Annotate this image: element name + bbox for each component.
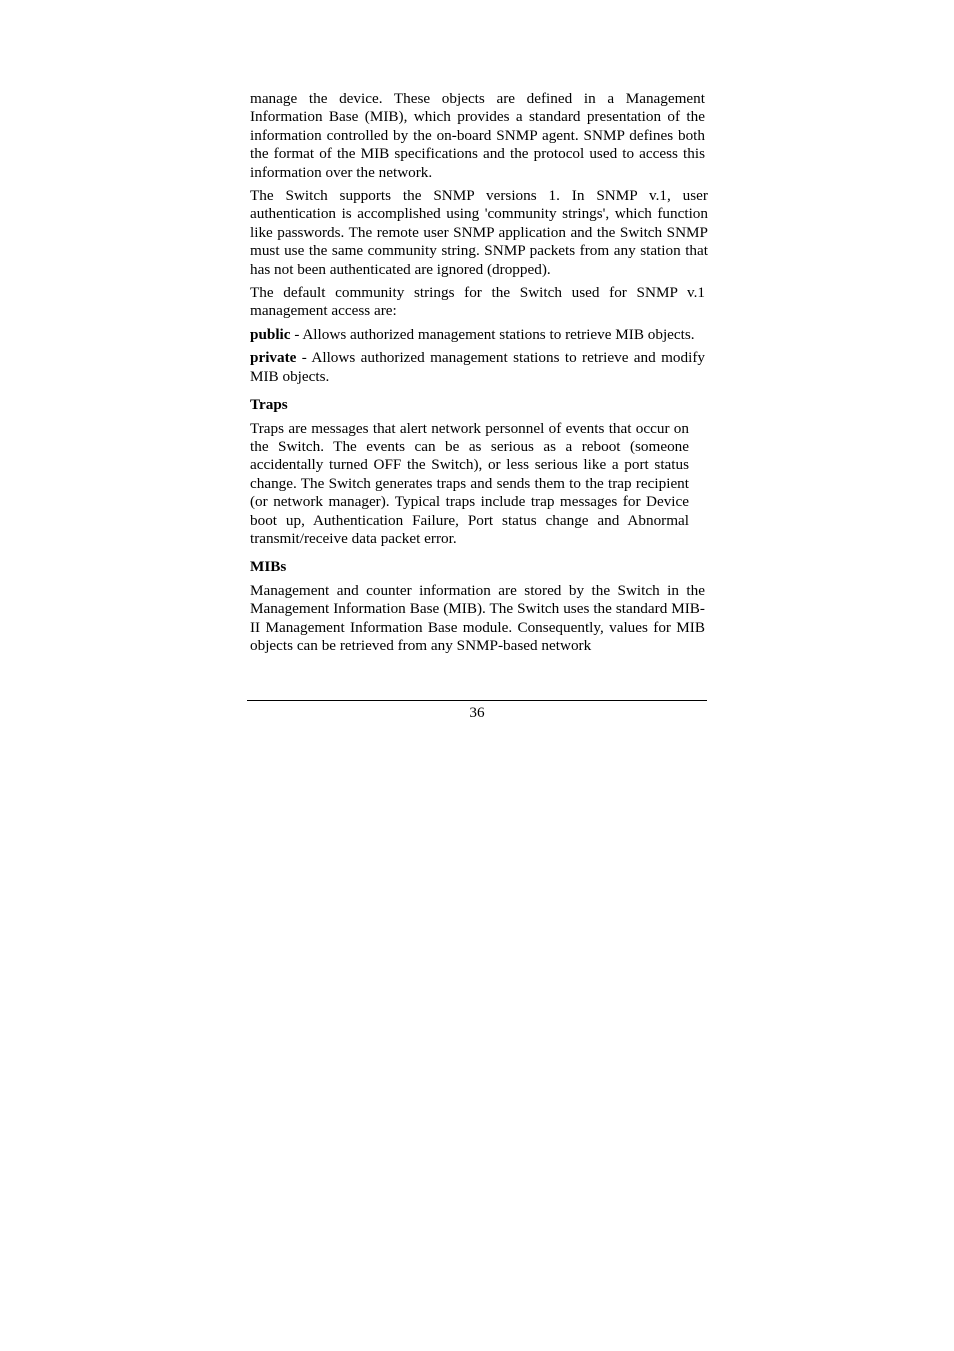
community-private-description: - Allows authorized management stations to retrieve and modify MIB objects. — [250, 349, 705, 385]
page-number: 36 — [469, 704, 485, 721]
paragraph-snmp-versions: The Switch supports the SNMP versions 1. In SNMP v.1, user authentication is accomplished using 'community strings', which function like passwords. The remote user SNMP application and the Switch SNMP must use the same community string. SNMP packets from any station that has not been authenticated are ignored (dropped). — [250, 187, 708, 278]
paragraph-mib-intro: manage the device. These objects are defined in a Management Information Base (MIB), which provides a standard presentation of the information controlled by the on-board SNMP agent. SNMP defines both the format of the MIB specifications and the protocol used to access this information over the network. — [250, 90, 705, 181]
community-public-term: public — [250, 325, 291, 343]
paragraph-default-community: The default community strings for the Switch used for SNMP v.1 management access are: — [250, 284, 705, 320]
community-private — [250, 349, 705, 386]
community-public-description: - Allows authorized management stations to retrieve MIB objects. — [290, 325, 695, 343]
traps-heading: Traps — [250, 396, 288, 414]
community-public — [250, 326, 705, 344]
traps-paragraph: Traps are messages that alert network personnel of events that occur on the Switch. The events can be as serious as a reboot (someone accidentally turned OFF the Switch), or less serious like a port status change. The Switch generates traps and sends them to the trap recipient (or network manager). Typical traps include trap messages for Device boot up, Authentication Failure, Port status change and Abnormal transmit/receive data packet error. — [250, 419, 689, 547]
community-private-term: private — [250, 349, 297, 367]
mibs-paragraph: Management and counter information are stored by the Switch in the Management Information Base (MIB). The Switch uses the standard MIB-II Management Information Base module. Consequently, values for MIB objects can be retrieved from any SNMP-based network — [250, 581, 705, 654]
page-content — [250, 90, 708, 660]
mibs-heading: MIBs — [250, 558, 287, 576]
footer-divider — [247, 700, 707, 701]
